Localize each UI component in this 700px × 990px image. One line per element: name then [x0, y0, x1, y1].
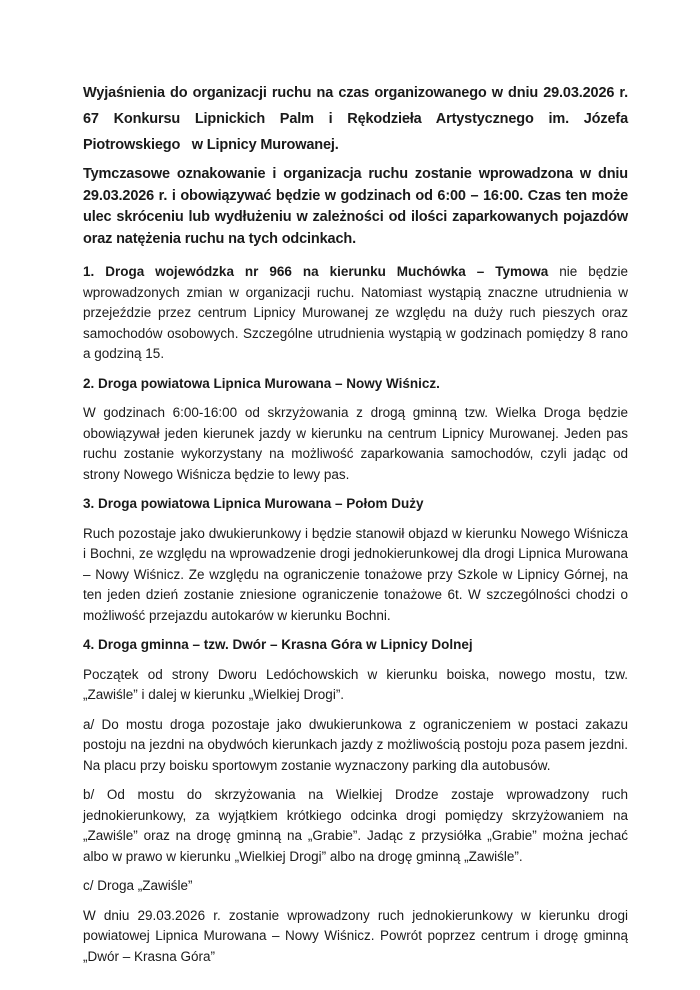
- section-4-point-c: c/ Droga „Zawiśle”: [83, 878, 193, 893]
- section-3-heading: 3. Droga powiatowa Lipnica Murowana – Połom Duży: [83, 496, 424, 511]
- section-4-point-b: b/ Od mostu do skrzyżowania na Wielkiej Drodze zostaje wprowadzony ruch jednokierunkowy, za wyjątkiem krótkiego odcinka drogi pomiędzy skrzyżowaniem na „Zawiśle” oraz na drogę gminną na „Grabie”. Jadąc z przysiółka „Grabie” można jechać albo w prawo w kierunku „Wielkiej Drogi” albo na drogę gminną „Zawiśle”.: [83, 787, 628, 864]
- section-1-paragraph: [83, 262, 628, 365]
- intro-paragraph: Tymczasowe oznakowanie i organizacja ruchu zostanie wprowadzona w dniu 29.03.2026 r. i obowiązywać będzie w godzinach od 6:00 – 16:00. Czas ten może ulec skróceniu lub wydłużeniu w zależności od ilości zaparkowanych pojazdów oraz natężenia ruchu na tych odcinkach.: [83, 166, 628, 247]
- section-1-lead: 1. Droga wojewódzka nr 966 na kierunku Muchówka – Tymowa: [83, 264, 549, 279]
- document-content: [83, 80, 632, 976]
- section-3-paragraph: Ruch pozostaje jako dwukierunkowy i będzie stanowił objazd w kierunku Nowego Wiśnicza i Bochni, ze względu na wprowadzenie drogi jednokierunkowej dla drogi Lipnica Murowana – Nowy Wiśnicz. Ze względu na ograniczenie tonażowe przy Szkole w Lipnicy Górnej, na ten jeden dzień zostanie zniesione ograniczenie tonażowe 6t. W szczególności chodzi o możliwość przejazdu autokarów w kierunku Bochni.: [83, 525, 628, 623]
- section-4-intro-paragraph: Początek od strony Dworu Ledóchowskich w kierunku boiska, nowego mostu, tzw. „Zawiśle” i dalej w kierunku „Wielkiej Drogi”.: [83, 666, 628, 702]
- section-4-point-a: a/ Do mostu droga pozostaje jako dwukierunkowa z ograniczeniem w postaci zakazu postoju na jezdni na obydwóch kierunkach jazdy z możliwością postoju poza pasem jezdni. Na placu przy boisku sportowym zostanie wyznaczony parking dla autobusów.: [83, 716, 628, 773]
- section-1-body: nie będzie wprowadzonych zmian w organizacji ruchu. Natomiast wystąpią znaczne utrudnienia w przejeździe przez centrum Lipnicy Murowanej ze względu na duży ruch pieszych oraz samochodów osobowych. Szczególne utrudnienia wystąpią w godzinach pomiędzy 8 rano a godziną 15.: [83, 264, 628, 361]
- section-2-heading: 2. Droga powiatowa Lipnica Murowana – Nowy Wiśnicz.: [83, 375, 440, 391]
- section-4-heading: 4. Droga gminna – tzw. Dwór – Krasna Góra w Lipnicy Dolnej: [83, 637, 473, 652]
- section-2-paragraph: W godzinach 6:00-16:00 od skrzyżowania z drogą gminną tzw. Wielka Droga będzie obowiązywał jeden kierunek jazdy w kierunku na centrum Lipnicy Murowanej. Jeden pas ruchu zostanie wykorzystany na możliwość zaparkowania samochodów, czyli jadąc od strony Nowego Wiśnicza będzie to lewy pas.: [83, 405, 628, 482]
- document-title: Wyjaśnienia do organizacji ruchu na czas organizowanego w dniu 29.03.2026 r. 67 Konkursu Lipnickich Palm i Rękodzieła Artystycznego im. Józefa Piotrowskiego w Lipnicy Murowanej.: [83, 85, 632, 153]
- section-4-closing-paragraph: W dniu 29.03.2026 r. zostanie wprowadzony ruch jednokierunkowy w kierunku drogi powiatowej Lipnica Murowana – Nowy Wiśnicz. Powrót poprzez centrum i drogę gminną „Dwór – Krasna Góra”: [83, 907, 628, 964]
